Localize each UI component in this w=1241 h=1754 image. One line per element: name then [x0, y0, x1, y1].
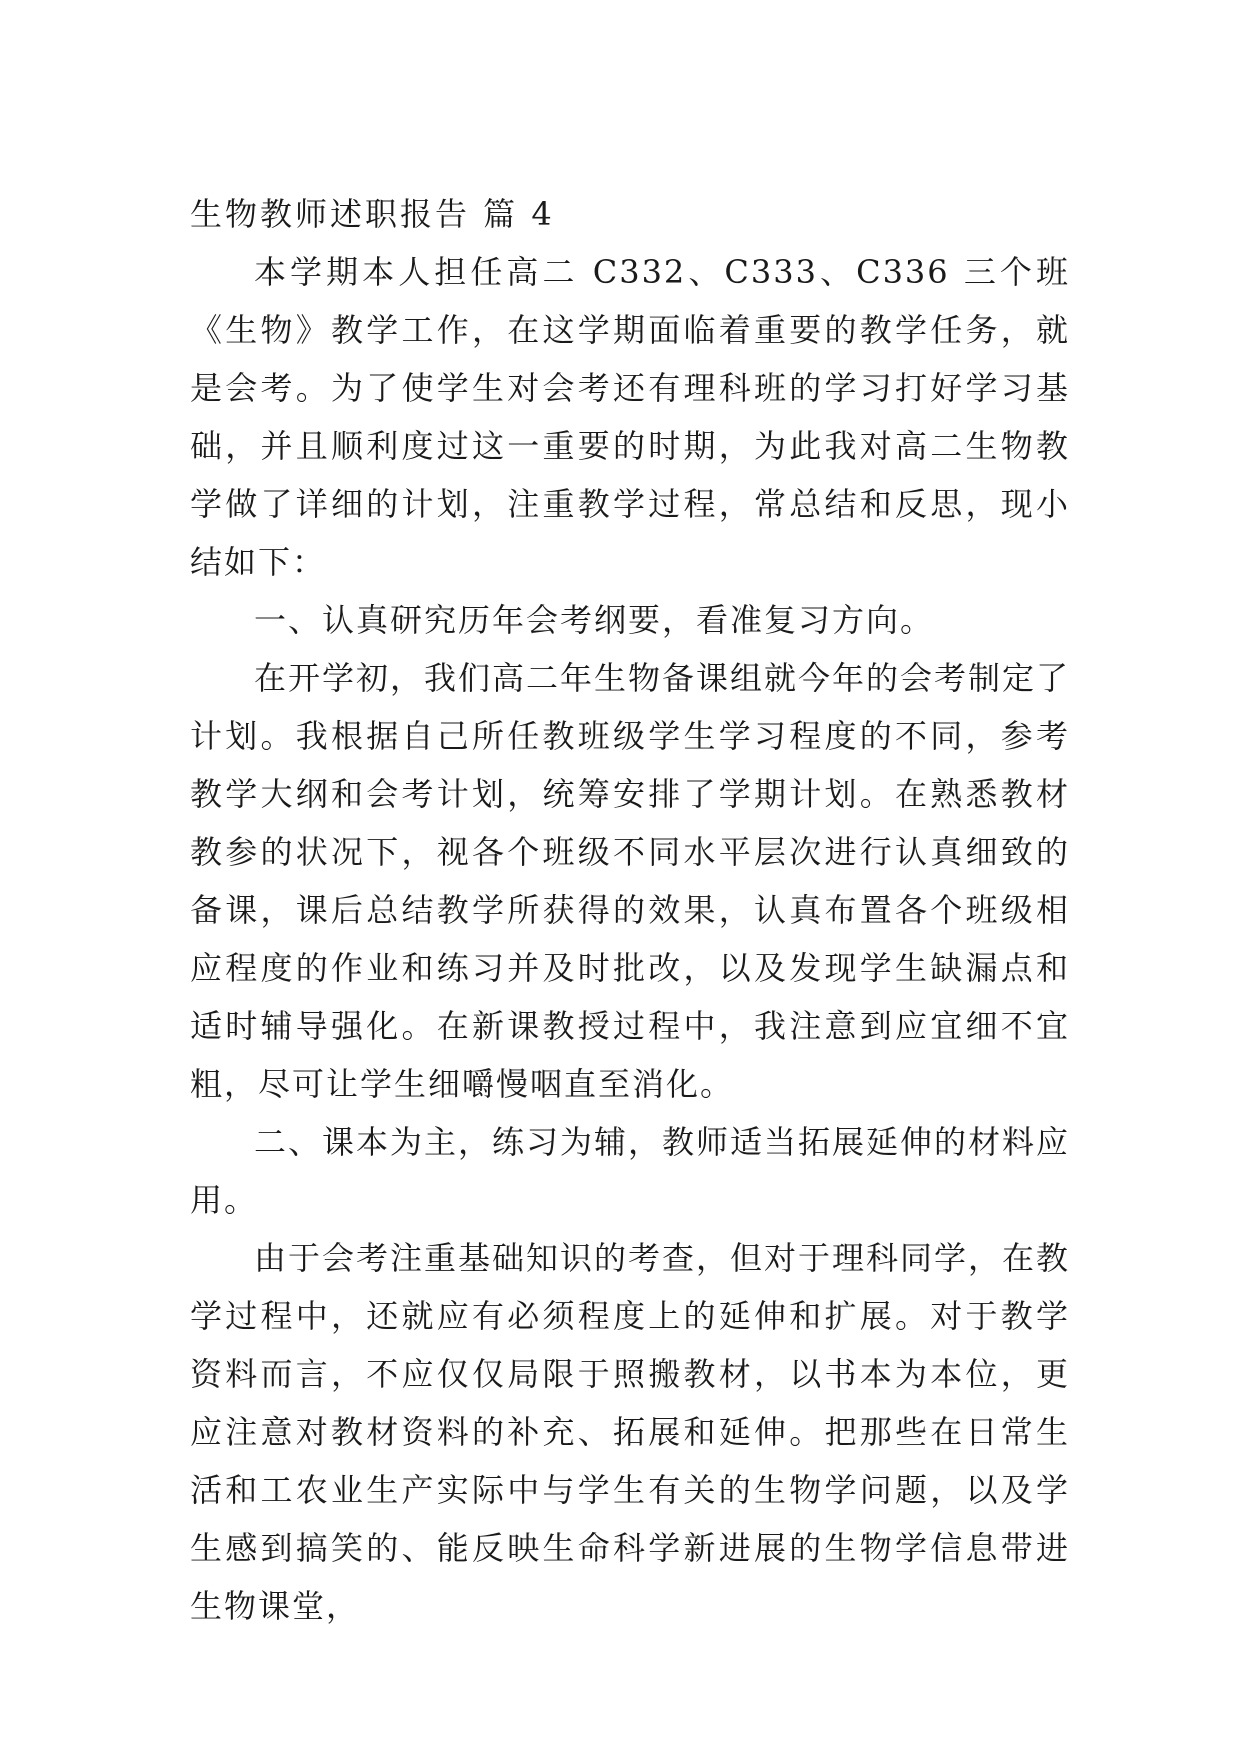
paragraph-intro: 本学期本人担任高二 C332、C333、C336 三个班《生物》教学工作，在这学期面临着重要的教学任务，就是会考。为了使学生对会考还有理科班的学习打好学习基础，并且顺利度过这一重要的时期，为此我对高二生物教学做了详细的计划，注重教学过程，常总结和反思，现小结如下：: [190, 253, 1070, 581]
paragraph-section-1: 在开学初，我们高二年生物备课组就今年的会考制定了计划。我根据自己所任教班级学生学习程度的不同，参考教学大纲和会考计划，统筹安排了学期计划。在熟悉教材教参的状况下，视各个班级不同水平层次进行认真细致的备课，课后总结教学所获得的效果，认真布置各个班级相应程度的作业和练习并及时批改，以及发现学生缺漏点和适时辅导强化。在新课教授过程中，我注意到应宜细不宜粗，尽可让学生细嚼慢咽直至消化。: [190, 659, 1071, 1103]
document-title: 生物教师述职报告 篇 4: [190, 195, 555, 233]
section-heading-1: 一、认真研究历年会考纲要，看准复习方向。: [254, 601, 935, 639]
document-body: [190, 185, 1070, 1635]
section-heading-2: 二、课本为主，练习为辅，教师适当拓展延伸的材料应用。: [190, 1123, 1071, 1219]
paragraph-section-2: 由于会考注重基础知识的考查，但对于理科同学，在教学过程中，还就应有必须程度上的延伸和扩展。对于教学资料而言，不应仅仅局限于照搬教材，以书本为本位，更应注意对教材资料的补充、拓展和延伸。把那些在日常生活和工农业生产实际中与学生有关的生物学问题，以及学生感到搞笑的、能反映生命科学新进展的生物学信息带进生物课堂，: [190, 1239, 1071, 1625]
